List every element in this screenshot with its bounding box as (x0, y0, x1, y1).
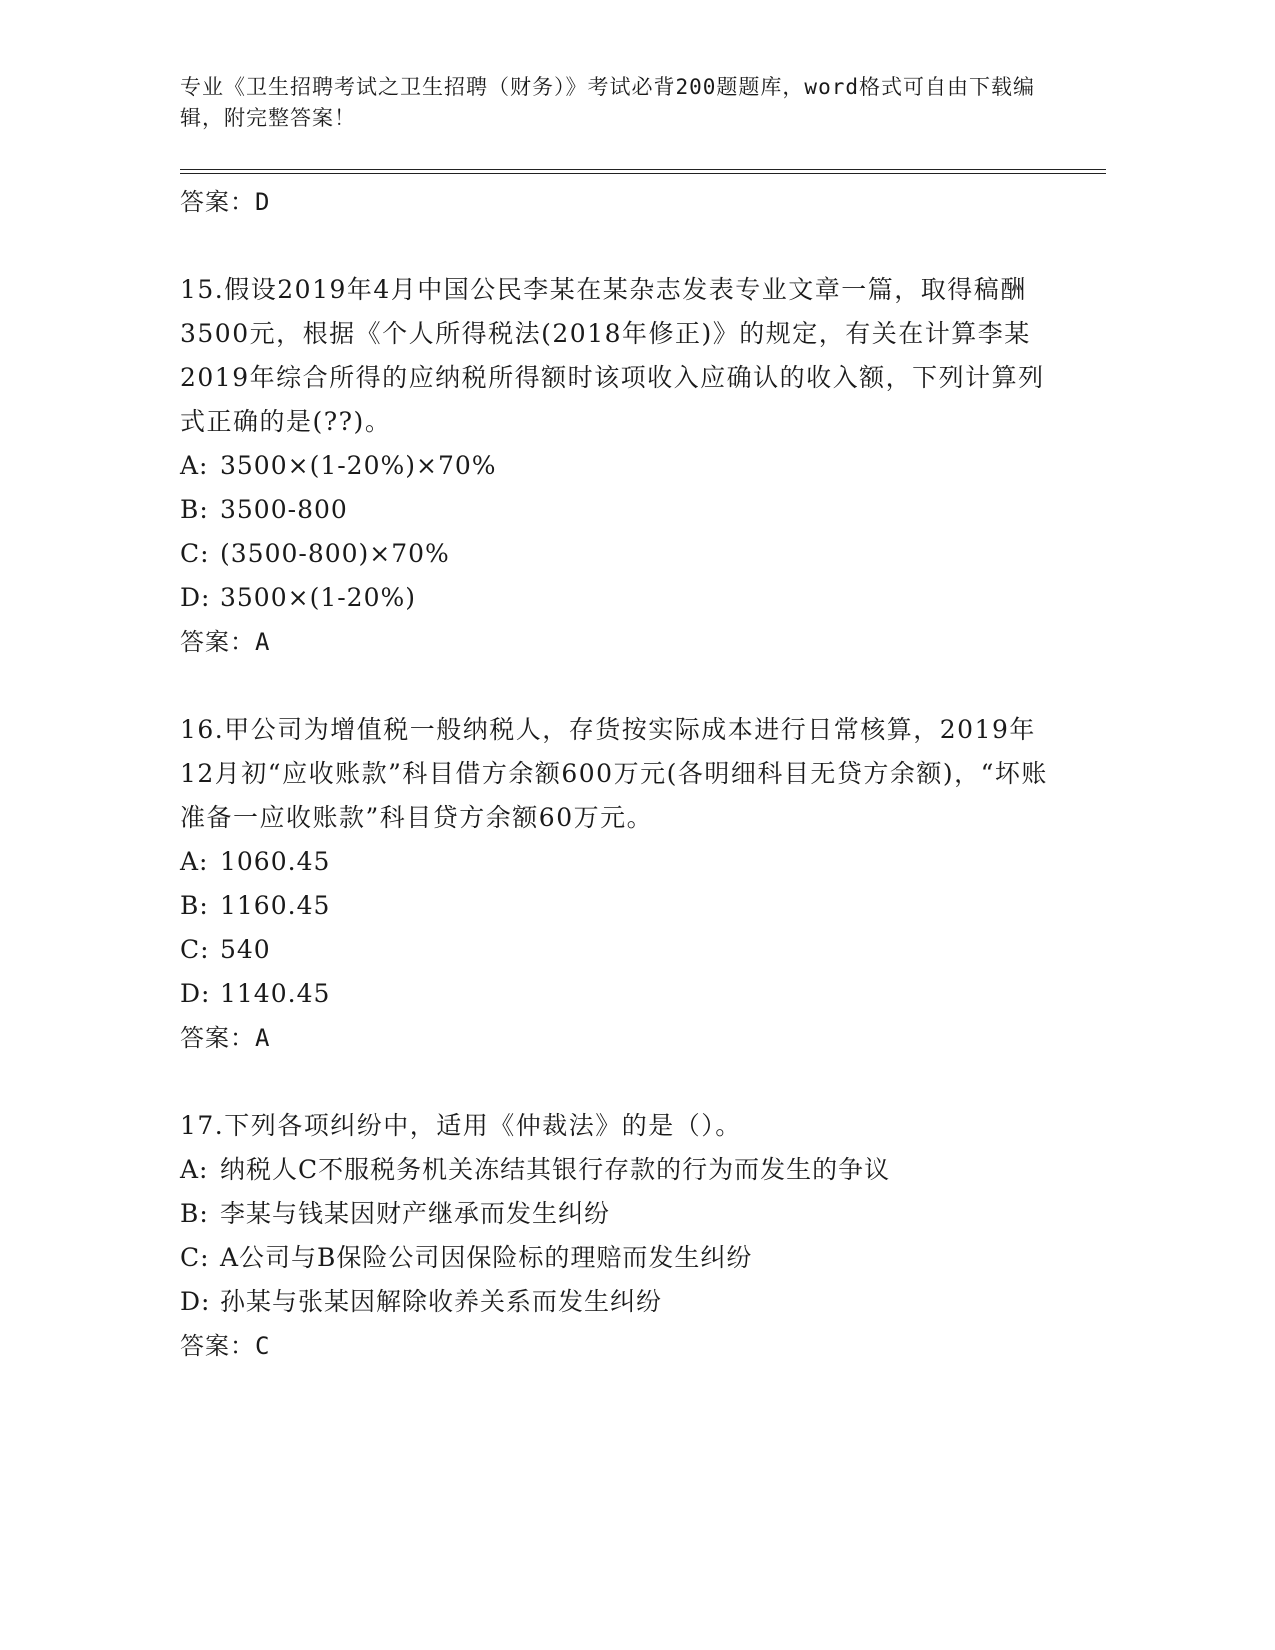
option-key: D: (180, 979, 211, 1008)
option-key: B: (180, 891, 209, 920)
option-key: C: (180, 935, 210, 964)
option-text: 3500-800 (220, 495, 348, 524)
page-header: 专业《卫生招聘考试之卫生招聘（财务）》考试必背200题题库，word格式可自由下载编辑，附完整答案！ (180, 75, 1035, 130)
option-text: 3500×(1-20%) (220, 583, 416, 612)
option-key: D: (180, 583, 211, 612)
question-16 (180, 708, 1060, 1060)
option-d (180, 576, 1060, 620)
question-stem: 16.甲公司为增值税一般纳税人，存货按实际成本进行日常核算，2019年12月初“应收账款”科目借方余额600万元(各明细科目无贷方余额)，“坏账准备一应收账款”科目贷方余额60万元。 (180, 715, 1048, 832)
option-text: 李某与钱某因财产继承而发生纠纷 (220, 1199, 611, 1228)
previous-answer: 答案：D (180, 188, 271, 216)
option-text: 1160.45 (220, 891, 331, 920)
option-c (180, 1236, 1060, 1280)
option-key: B: (180, 1199, 209, 1228)
question-stem: 17.下列各项纠纷中，适用《仲裁法》的是（）。 (180, 1111, 742, 1140)
option-d (180, 1280, 1060, 1324)
question-15 (180, 268, 1060, 664)
option-text: 孙某与张某因解除收养关系而发生纠纷 (220, 1287, 663, 1316)
question-17 (180, 1104, 1060, 1368)
option-a (180, 1148, 1060, 1192)
option-key: A: (180, 451, 209, 480)
option-a (180, 444, 1060, 488)
option-text: 1140.45 (220, 979, 331, 1008)
option-a (180, 840, 1060, 884)
question-stem: 15.假设2019年4月中国公民李某在某杂志发表专业文章一篇，取得稿酬3500元，根据《个人所得税法(2018年修正)》的规定，有关在计算李某2019年综合所得的应纳税所得额时该项收入应确认的收入额，下列计算列式正确的是(??)。 (180, 275, 1045, 436)
option-key: A: (180, 847, 209, 876)
option-text: 540 (220, 935, 271, 964)
question-answer: 答案：A (180, 1024, 271, 1052)
option-key: D: (180, 1287, 211, 1316)
document-body (180, 180, 1060, 1368)
question-answer: 答案：C (180, 1332, 271, 1360)
option-key: A: (180, 1155, 209, 1184)
option-b (180, 488, 1060, 532)
option-text: 纳税人C不服税务机关冻结其银行存款的行为而发生的争议 (220, 1155, 891, 1184)
option-text: 1060.45 (220, 847, 331, 876)
option-text: 3500×(1-20%)×70% (220, 451, 497, 480)
option-text: (3500-800)×70% (220, 539, 450, 568)
option-key: B: (180, 495, 209, 524)
option-key: C: (180, 539, 210, 568)
option-b (180, 884, 1060, 928)
option-c (180, 928, 1060, 972)
option-d (180, 972, 1060, 1016)
header-divider (180, 169, 1106, 174)
question-answer: 答案：A (180, 628, 271, 656)
option-c (180, 532, 1060, 576)
option-key: C: (180, 1243, 210, 1272)
option-b (180, 1192, 1060, 1236)
option-text: A公司与B保险公司因保险标的理赔而发生纠纷 (220, 1243, 753, 1272)
